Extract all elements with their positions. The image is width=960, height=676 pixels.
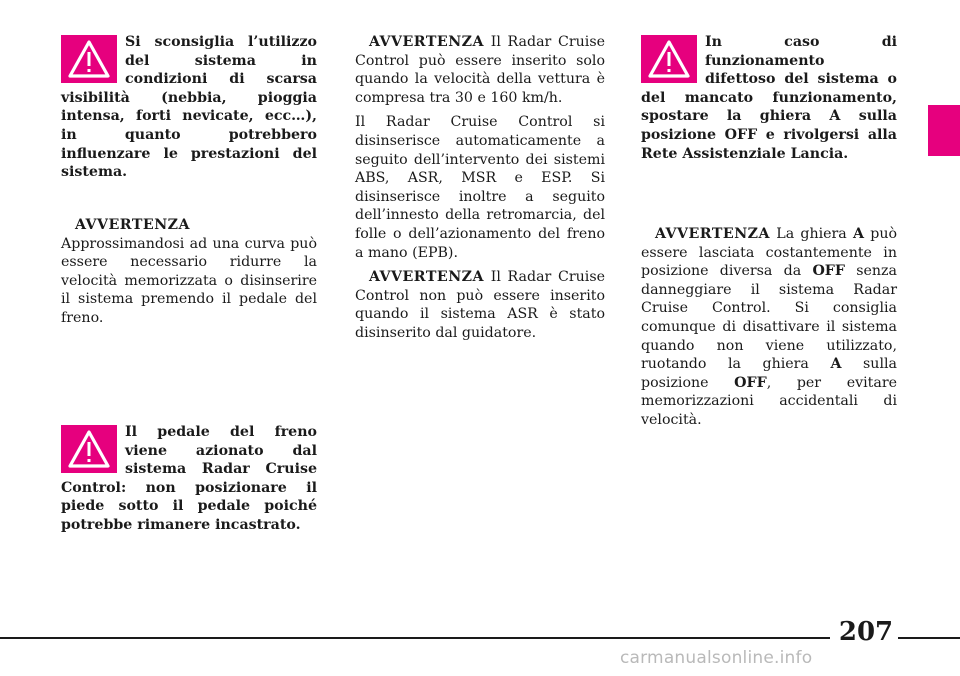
note-lead: AVVERTENZA: [75, 217, 191, 233]
note-text: Approssimandosi ad una curva può essere necessario ridurre la velocità memorizzata o disinserire il sistema premendo il pedale del freno.: [61, 235, 317, 326]
footer-rule: [898, 637, 960, 639]
note-text: sulla posizione: [641, 356, 897, 391]
note-lead: AVVERTENZA: [369, 34, 485, 50]
note-ghiera: [641, 225, 897, 436]
note-lead: AVVERTENZA: [655, 226, 771, 242]
watermark: carmanualsonline.info: [620, 648, 813, 668]
note-text: Il Radar Cruise Control si disinserisce automaticamente a seguito dell’intervento dei sistemi ABS, ASR, MSR e ESP. Si disinserisce inoltre a seguito dell’innesto della retromarcia, del folle o dell’azionamento del freno a mano (EPB).: [355, 114, 605, 261]
warning-triangle-icon: [61, 425, 117, 473]
page-number: 207: [838, 617, 894, 647]
note-text: , per evitare memorizzazioni accidentali di velocità.: [641, 374, 898, 428]
note-text: può essere lasciata costantemente in posizione diversa da: [641, 226, 897, 280]
note-text: senza danneggiare il sistema Radar Cruise Control. Si consiglia comunque di disattivare il sistema quando non viene utilizzato, ruotando la ghiera: [641, 263, 897, 373]
warning-box-malfunction: [641, 33, 897, 163]
note-text: Il Radar Cruise Control non può essere inserito quando il sistema ASR è stato disinserito dal guidatore.: [355, 269, 605, 341]
note-curve: [61, 216, 317, 334]
notes-radar-cruise: [355, 33, 605, 349]
warning-triangle-icon: [61, 35, 117, 83]
note-bold: A: [830, 356, 842, 373]
note-bold: OFF: [734, 374, 767, 391]
section-tab-marker: [928, 105, 960, 156]
warning-box-visibility: [61, 33, 317, 182]
note-lead: AVVERTENZA: [369, 269, 485, 286]
footer-rule: [0, 637, 830, 639]
note-bold: OFF: [812, 263, 845, 280]
note-text: La ghiera: [770, 226, 853, 242]
warning-text: In caso di funzionamento difettoso del sistema o del mancato funzionamento, spostare la ghiera A sulla posizione OFF e rivolgersi alla Rete Assistenziale Lancia.: [641, 34, 897, 162]
warning-text: Si sconsiglia l’utilizzo del sistema in condizioni di scarsa visibilità (nebbia, pioggia intensa, forti nevicate, ecc…), in quanto potrebbero influenzare le prestazioni del sistema.: [61, 34, 317, 181]
warning-triangle-icon: [641, 35, 697, 83]
warning-box-brake-pedal: [61, 423, 317, 535]
warning-text: Il pedale del freno viene azionato dal sistema Radar Cruise Control: non posizionare il piede sotto il pedale poiché potrebbe rimanere incastrato.: [61, 424, 317, 533]
note-text: Il Radar Cruise Control può essere inserito solo quando la velocità della vettura è compresa tra 30 e 160 km/h.: [355, 34, 605, 106]
note-bold: A: [853, 226, 865, 242]
